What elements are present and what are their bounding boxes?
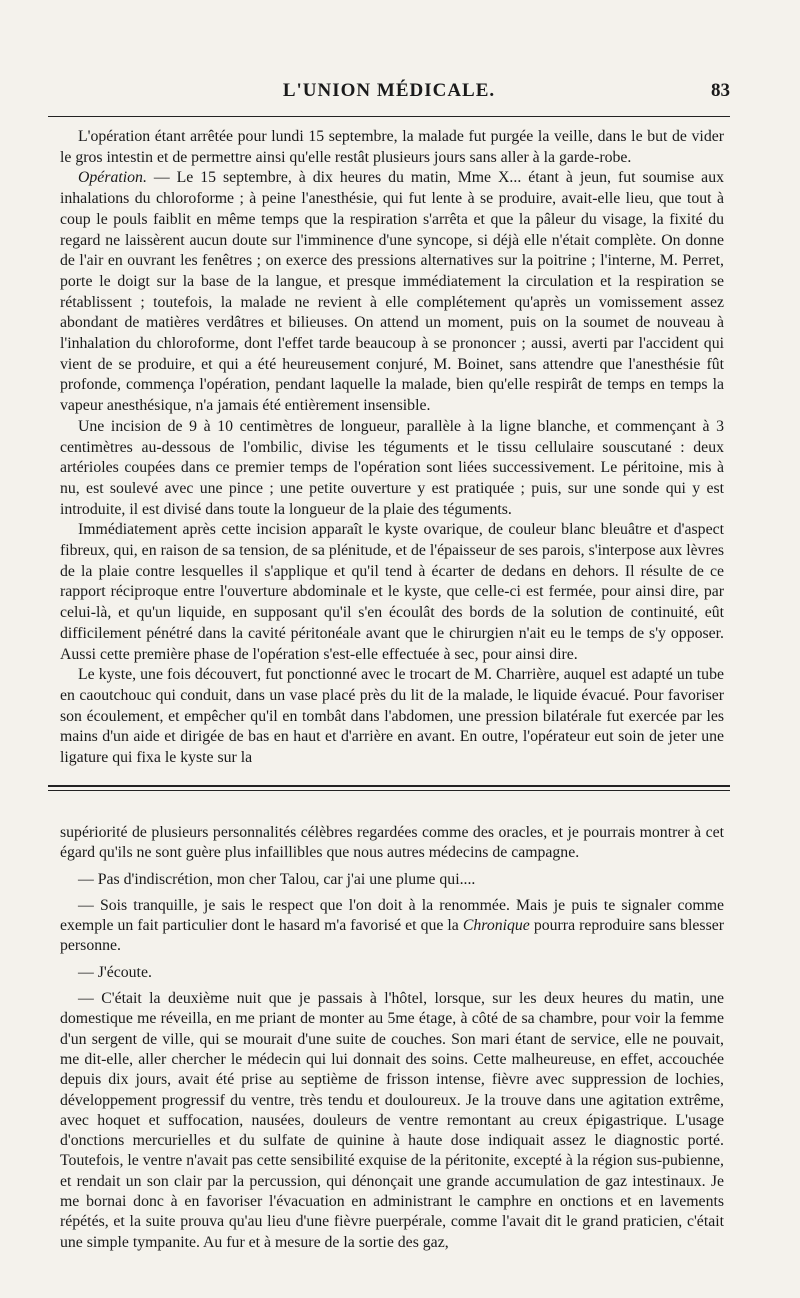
page-header	[48, 80, 730, 110]
paragraph: — C'était la deuxième nuit que je passais à l'hôtel, lorsque, sur les deux heures du matin, une domestique me réveilla, en me priant de monter au 5me étage, à côté de sa chambre, pour voir la femme d'un sergent de ville, qui se mourait d'une suite de couches. Son mari étant de service, elle ne pouvait, me dit-elle, aller chercher le médecin qui lui donnait des soins. Cette malheureuse, en effet, accouchée depuis dix jours, avait été prise au septième de frisson intense, fièvre avec suppression de lochies, développement progressif du ventre, très tendu et douloureux. Je la trouve dans une agitation extrême, avec hoquet et suffocation, nausées, douleurs de ventre remontant au creux épigastrique. L'usage d'onctions mercurielles et du sulfate de quinine à haute dose indiquait assez le diagnostic porté. Toutefois, le ventre n'avait pas cette sensibilité exquise de la péritonite, excepté à la région sus-pubienne, et rendait un son clair par la percussion, qui dénonçait une grande accumulation de gaz intestinaux. Je me bornai donc à en favoriser l'évacuation en administrant le camphre en onctions et en lavements répétés, et la suite prouva qu'au lieu d'une fièvre puerpérale, comme l'avait dit le grand praticien, c'était une simple tympanite. Au fur et à mesure de la sortie des gaz,	[60, 990, 724, 1251]
paragraph-text: — Sois tranquille, je sais le respect que l'on doit à la renommée. Mais je puis te signaler comme exemple un fait particulier dont le hasard m'a favorisé et que la	[60, 896, 724, 935]
paragraph-text: — Le 15 septembre, à dix heures du matin, Mme X... étant à jeun, fut soumise aux inhalations du chloroforme ; à peine l'anesthésie, qui fut lente à se produire, avait-elle lieu, que tout à coup le pouls faiblit en même temps que la respiration s'arrêta et que la pâleur du visage, la fixité du regard ne laissèrent aucun doute sur l'imminence d'une syncope, si déjà elle n'était complète. On donne de l'air en ouvrant les fenêtres ; on exerce des pressions alternatives sur la poitrine ; l'interne, M. Perret, porte le doigt sur la base de la langue, et presque immédiatement la circulation et la respiration se rétablissent ; toutefois, la malade ne revient à elle complétement qu'après un vomissement assez abondant de matières verdâtres et bilieuses. On attend un moment, puis on la soumet de nouveau à l'inhalation du chloroforme, dont l'effet tarde beaucoup à se prononcer ; aussi, averti par l'accident qui vient de se produire, et qui a été heureusement conjuré, M. Boinet, sans attendre que l'anesthésie fût profonde, commença l'opération, pendant laquelle la malade, bien qu'elle respirât de temps en temps la vapeur anesthésique, n'a jamais été entièrement insensible.	[60, 169, 724, 415]
paragraph: Le kyste, une fois découvert, fut ponctionné avec le trocart de M. Charrière, auquel est adapté un tube en caoutchouc qui conduit, dans un vase placé près du lit de la malade, le liquide évacué. Pour favoriser son écoulement, et empêcher qu'il en tombât dans l'abdomen, une pression bilatérale fut exercée par les mains d'un aide et dirigée de bas en haut et d'arrière en avant. En outre, l'opérateur eut soin de jeter une ligature qui fixa le kyste sur la	[60, 666, 724, 767]
feuilleton-divider	[48, 785, 730, 791]
section-label: Opération.	[78, 169, 147, 187]
paragraph	[60, 896, 724, 957]
paragraph: supériorité de plusieurs personnalités célèbres regardées comme des oracles, et je pourrais montrer à cet égard qu'ils ne sont guère plus infaillibles que nous autres médecins de campagne.	[60, 824, 724, 862]
header-rule	[48, 116, 730, 117]
paragraph: L'opération étant arrêtée pour lundi 15 septembre, la malade fut purgée la veille, dans le but de vider le gros intestin et de permettre ainsi qu'elle restât plusieurs jours sans aller à la garde-robe.	[60, 128, 724, 166]
paragraph: Immédiatement après cette incision apparaît le kyste ovarique, de couleur blanc bleuâtre et d'aspect fibreux, qui, en raison de sa tension, de sa plénitude, et de l'épaisseur de ses parois, s'interpose aux lèvres de la plaie contre lesquelles il s'applique et qu'il tend à écarter de dedans en dehors. Il résulte de ce rapport réciproque entre l'ouverture abdominale et le kyste, que celle-ci est fermée, pour ainsi dire, par celui-là, et qu'un liquide, en supposant qu'il s'en écoulât des bords de la solution de continuité, eût difficilement pénétré dans la cavité péritonéale avant que le chirurgien n'ait eu le temps de s'y opposer. Aussi cette première phase de l'opération s'est-elle effectuée à sec, pour ainsi dire.	[60, 521, 724, 663]
journal-title: Chronique	[462, 917, 530, 935]
divider-thin-rule	[48, 790, 730, 791]
paragraph: — J'écoute.	[78, 963, 152, 981]
paragraph	[60, 168, 724, 416]
page-number: 83	[711, 80, 730, 101]
article-body	[60, 127, 724, 769]
feuilleton-body	[60, 823, 724, 1259]
paragraph: — Pas d'indiscrétion, mon cher Talou, car j'ai une plume qui....	[78, 870, 476, 888]
paragraph-text: pourra reproduire sans blesser personne.	[60, 917, 724, 955]
running-title: L'UNION MÉDICALE.	[282, 80, 496, 101]
paragraph: Une incision de 9 à 10 centimètres de longueur, parallèle à la ligne blanche, et commençant à 3 centimètres au-dessous de l'ombilic, divise les téguments et le tissu cellulaire souscutané : deux artérioles coupées dans ce premier temps de l'opération sont liées successivement. Le péritoine, mis à nu, est soulevé avec une pince ; une petite ouverture y est pratiquée ; puis, sur une sonde qui y est introduite, il est divisé dans toute la longueur de la plaie des téguments.	[60, 417, 724, 518]
